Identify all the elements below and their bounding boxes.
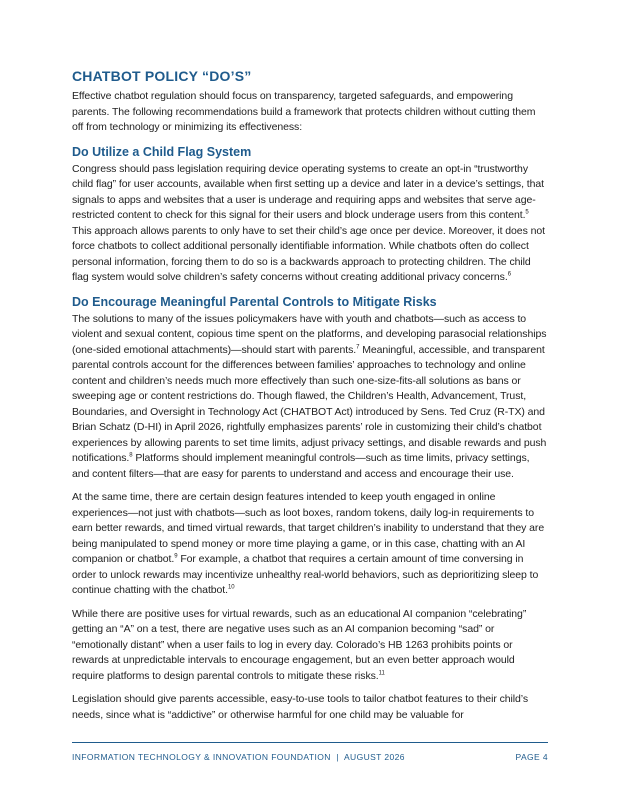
footnote-ref[interactable]: 10	[227, 584, 235, 591]
footnote-ref[interactable]: 7	[356, 344, 360, 350]
parental-controls-paragraph-2: At the same time, there are certain design features intended to keep youth engaged in online experiences—not just with chatbots—such as loot boxes, random tokens, daily log-in requirements to earn better rewards, and timed virtual rewards, that target children’s inability to understand that they are being manipulated to spend money or more time playing a game, or in this case, chatting with an AI companion or chatbot.$^9$ For example, a chatbot that requires a certain amount of time conversing in order to unlock rewards may incentivize unhealthy real-world behaviors, such as deprioritizing sleep to continue chatting with the chatbot.$^{10}$	[72, 491, 545, 596]
footnote-ref[interactable]: 9	[174, 553, 178, 560]
section-heading-parental-controls: Do Encourage Meaningful Parental Controls to Mitigate Risks	[72, 294, 437, 309]
page-title: CHATBOT POLICY “DO’S”	[72, 68, 252, 84]
section-heading-child-flag: Do Utilize a Child Flag System	[72, 144, 252, 159]
parental-controls-paragraph-1: The solutions to many of the issues policymakers have with youth and chatbots—such as access to violent and sexual content, copious time spent on the platforms, and developing parasocial relationships (one-sided emotional attachments)—should start with parents.$^7$ Meaningful, accessible, and transparent parental controls account for the differences between families’ approaches to technology and online content and children’s needs much more effectively than such one-size-fits-all solutions as bans or sweeping age or content restrictions do. Though flawed, the Children’s Health, Advancement, Trust, Boundaries, and Oversight in Technology Act (CHATBOT Act) introduced by Sens. Ted Cruz (R-TX) and Brian Schatz (D-HI) in April 2026, rightfully emphasizes parents’ role in customizing their child’s chatbot experiences by allowing parents to set time limits, adjust privacy settings, and disable rewards and push notifications.$^8$ Platforms should implement meaningful controls—such as time limits, privacy settings, and content filters—that are easy for parents to understand and access and encourage their use.	[72, 312, 547, 480]
page-footer	[72, 742, 548, 762]
page-content	[72, 68, 548, 731]
intro-paragraph: Effective chatbot regulation should focus on transparency, targeted safeguards, and empowering parents. The following recommendations build a framework that protects children without cutting them off from technology or minimizing its effectiveness:	[72, 90, 536, 133]
footer-publisher: INFORMATION TECHNOLOGY & INNOVATION FOUNDATION | AUGUST 2026	[72, 752, 405, 762]
parental-controls-paragraph-3: While there are positive uses for virtual rewards, such as an educational AI companion “celebrating” getting an “A” on a test, there are negative uses such as an AI companion becoming “sad” or “emotionally distant” when a user fails to log in every day. Colorado’s HB 1263 prohibits points or rewards at unpredictable intervals to encourage engagement, but an even better approach would require platforms to design parental controls to mitigate these risks.$^{11}$	[72, 607, 527, 682]
footnote-ref[interactable]: 8	[129, 452, 133, 459]
child-flag-paragraph: Congress should pass legislation requiring device operating systems to create an opt-in “trustworthy child flag” for user accounts, available when first setting up a device and later in a device’s settings, that signals to apps and websites that a user is underage and requiring apps and websites that serve age-restricted content to check for this signal for their users and block underage users from this content.$^5$ This approach allows parents to only have to set their child’s age once per device. Moreover, it does not force chatbots to collect additional personally identifiable information. While chatbots often do collect personal information, forcing them to do so is a backwards approach to protecting children. The child flag system would solve children’s safety concerns without creating additional privacy concerns.$^6$	[72, 162, 545, 283]
footnote-ref[interactable]: 11	[378, 670, 385, 676]
parental-controls-paragraph-4: Legislation should give parents accessible, easy-to-use tools to tailor chatbot features to their child’s needs, since what is “addictive” or otherwise harmful for one child may be valuable for	[72, 693, 529, 721]
footnote-ref[interactable]: 6	[507, 271, 511, 278]
page-number: PAGE 4	[515, 752, 548, 762]
footnote-ref[interactable]: 5	[525, 209, 529, 216]
